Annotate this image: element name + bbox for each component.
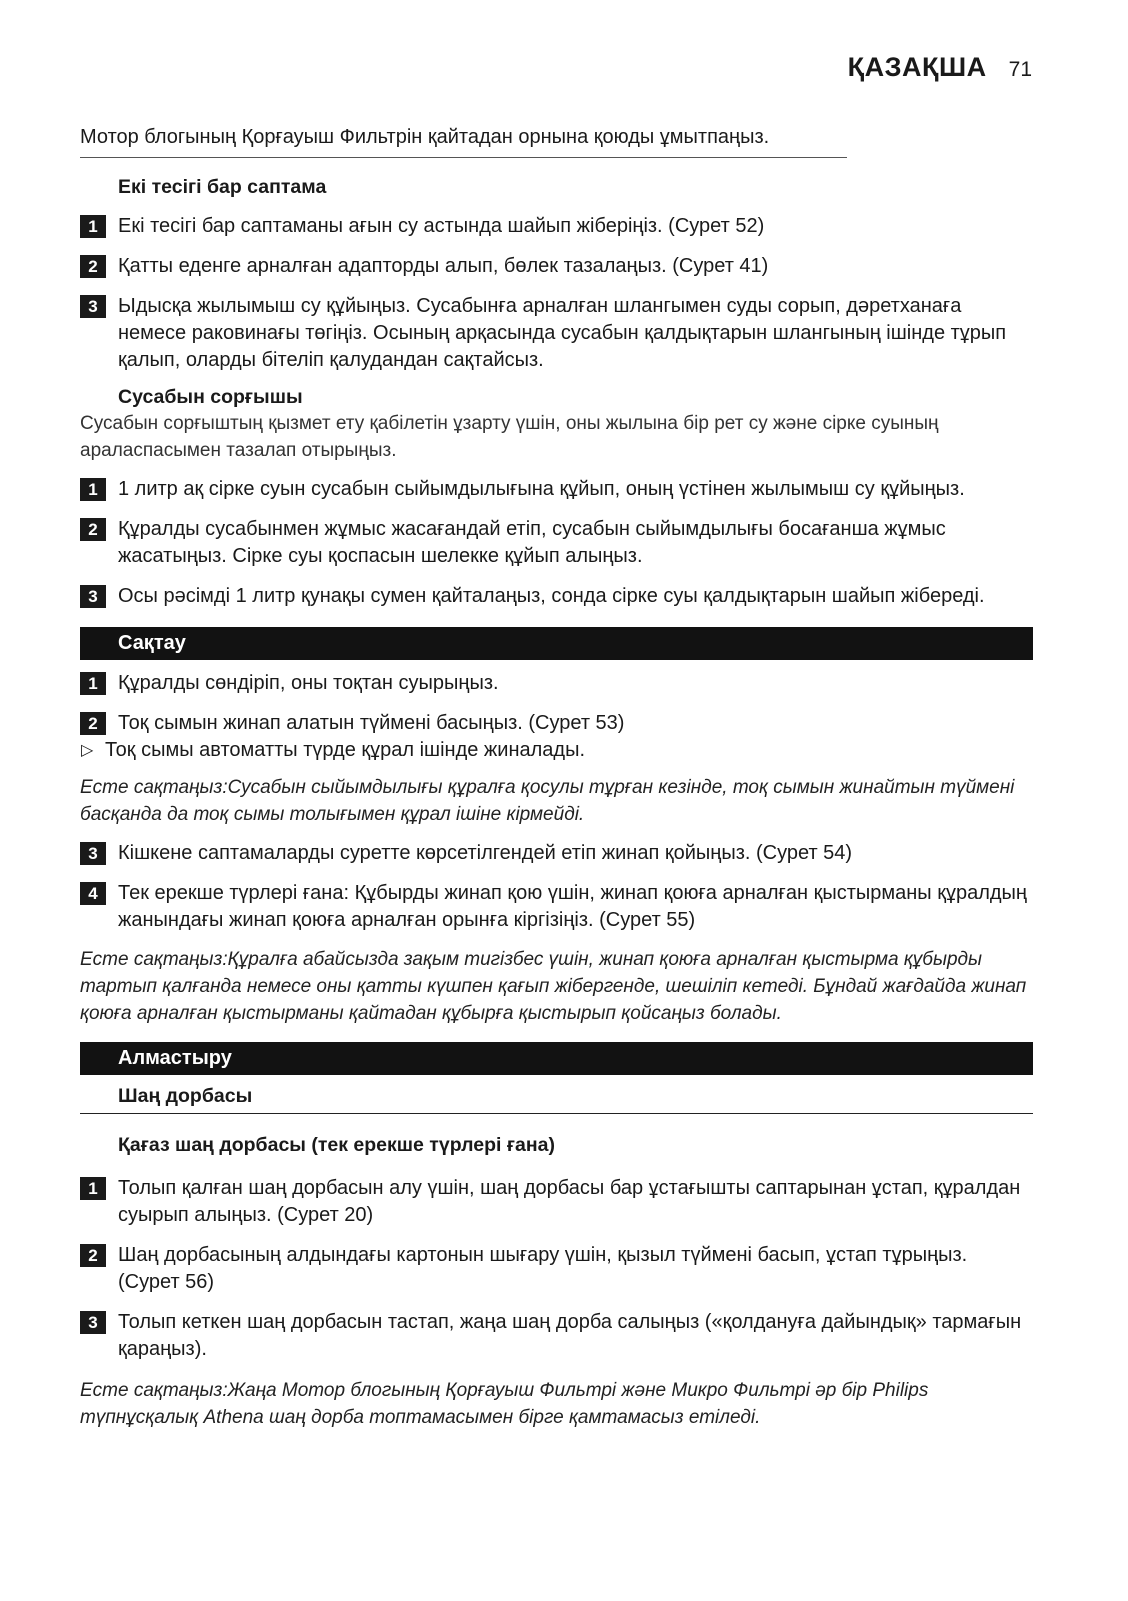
step-text: 1 литр ақ сірке суын сусабын сыйымдылығына құйып, оның үстінен жылымыш су құйыңыз. [118, 478, 965, 500]
pump-description: Сусабын сорғыштың қызмет ету қабілетін ұзарту үшін, оны жылына бір рет су және сірке суының араласпасымен тазалап отырыңыз. [80, 413, 939, 461]
nozzle-step [80, 293, 1033, 374]
result-bullet [80, 737, 1033, 764]
intro-reminder: Мотор блогының Қорғауыш Фильтрін қайтадан орнына қоюды ұмытпаңыз. [80, 124, 847, 158]
replacement-step [80, 1175, 1033, 1229]
step-number-badge: 2 [80, 518, 106, 541]
step-number-badge: 2 [80, 712, 106, 735]
storage-note-2: Есте сақтаңыз:Құралға абайсызда зақым тигізбес үшін, жинап қоюға арналған қыстырма құбырды тартып қалғанда немесе оны қатты күшпен қағып жібергенде, шешіліп кетеді. Бұндай жағдайда жинап қоюға арналған қыстырманы қайтадан құбырға қыстырып қойсаңыз болады. [80, 949, 1027, 1024]
step-text: Тек ерекше түрлері ғана: Құбырды жинап қою үшін, жинап қоюға арналған қыстырманы құралдың жанындағы жинап қоюға арналған орынға кіргізіңіз. (Сурет 55) [118, 882, 1027, 931]
nozzle-section-title: Екі тесігі бар саптама [118, 176, 327, 198]
step-number-badge: 2 [80, 255, 106, 278]
step-text: Құралды сөндіріп, оны тоқтан суырыңыз. [118, 672, 499, 694]
step-number-badge: 3 [80, 295, 106, 318]
pump-step [80, 583, 1033, 610]
step-number-badge: 3 [80, 585, 106, 608]
bullet-text: Тоқ сымы автоматты түрде құрал ішінде жиналады. [105, 739, 586, 761]
step-text: Тоқ сымын жинап алатын түймені басыңыз. (Сурет 53) [118, 712, 625, 734]
storage-section-bar: Сақтау [80, 627, 1033, 660]
step-text: Ыдысқа жылымыш су құйыңыз. Сусабынға арналған шлангымен суды сорып, дәретханаға немесе раковинағы төгіңіз. Осының арқасында сусабын қалдықтарын шлангының ішінде тұрып қалып, оларды бітеліп қалудандан сақтайсыз. [118, 295, 1007, 371]
storage-step [80, 840, 1033, 867]
step-number-badge: 3 [80, 842, 106, 865]
step-text: Осы рәсімді 1 литр қунақы сумен қайталаңыз, сонда сірке суы қалдықтарын шайып жібереді. [118, 585, 985, 607]
page-content [80, 124, 1033, 1431]
replacement-section-bar: Алмастыру [80, 1042, 1033, 1075]
step-text: Шаң дорбасының алдындағы картонын шығару үшін, қызыл түймені басып, ұстап тұрыңыз. (Сурет 56) [118, 1244, 968, 1293]
step-text: Екі тесігі бар саптаманы ағын су астында шайып жіберіңіз. (Сурет 52) [118, 215, 765, 237]
pump-step [80, 516, 1033, 570]
replacement-note: Есте сақтаңыз:Жаңа Мотор блогының Қорғауыш Фильтрі және Микро Фильтрі әр бір Philips түпнұсқалық Athena шаң дорба топтамасымен бірге қамтамасыз етіледі. [80, 1380, 929, 1428]
step-number-badge: 1 [80, 478, 106, 501]
bullet-arrow-icon: ▷ [81, 742, 94, 759]
page-number: 71 [1008, 58, 1032, 81]
language-label: ҚАЗАҚША [847, 52, 987, 82]
storage-step [80, 710, 1033, 737]
step-number-badge: 3 [80, 1311, 106, 1334]
storage-step [80, 670, 1033, 697]
step-text: Толып қалған шаң дорбасын алу үшін, шаң дорбасы бар ұстағышты саптарынан ұстап, құралдан суырып алыңыз. (Сурет 20) [118, 1177, 1021, 1226]
pump-section-title: Сусабын сорғышы [118, 386, 303, 408]
pump-step [80, 476, 1033, 503]
step-text: Кішкене саптамаларды суретте көрсетілгендей етіп жинап қойыңыз. (Сурет 54) [118, 842, 853, 864]
storage-note-1: Есте сақтаңыз:Сусабын сыйымдылығы құралға қосулы тұрған кезінде, тоқ сымын жинайтын түймені басқанда да тоқ сымы толығымен құрал ішіне кірмейді. [80, 777, 1015, 825]
replacement-step [80, 1242, 1033, 1296]
paper-dustbag-title: Қағаз шаң дорбасы (тек ерекше түрлері ғана) [118, 1134, 555, 1156]
page-header [848, 52, 1032, 83]
step-text: Қатты еденге арналған адапторды алып, бөлек тазалаңыз. (Сурет 41) [118, 255, 769, 277]
step-number-badge: 4 [80, 882, 106, 905]
step-number-badge: 1 [80, 672, 106, 695]
step-text: Құралды сусабынмен жұмыс жасағандай етіп, сусабын сыйымдылығы босағанша жұмыс жасатыңыз. Сірке суы қоспасын шелекке құйып алыңыз. [118, 518, 946, 567]
replacement-step [80, 1309, 1033, 1363]
nozzle-step [80, 253, 1033, 280]
nozzle-step [80, 213, 1033, 240]
step-text: Толып кеткен шаң дорбасын тастап, жаңа шаң дорба салыңыз («қолдануға дайындық» тармағын қараңыз). [118, 1311, 1022, 1360]
step-number-badge: 1 [80, 1177, 106, 1200]
dustbag-subtitle: Шаң дорбасы [80, 1083, 1033, 1114]
step-number-badge: 2 [80, 1244, 106, 1267]
storage-step [80, 880, 1033, 934]
step-number-badge: 1 [80, 215, 106, 238]
